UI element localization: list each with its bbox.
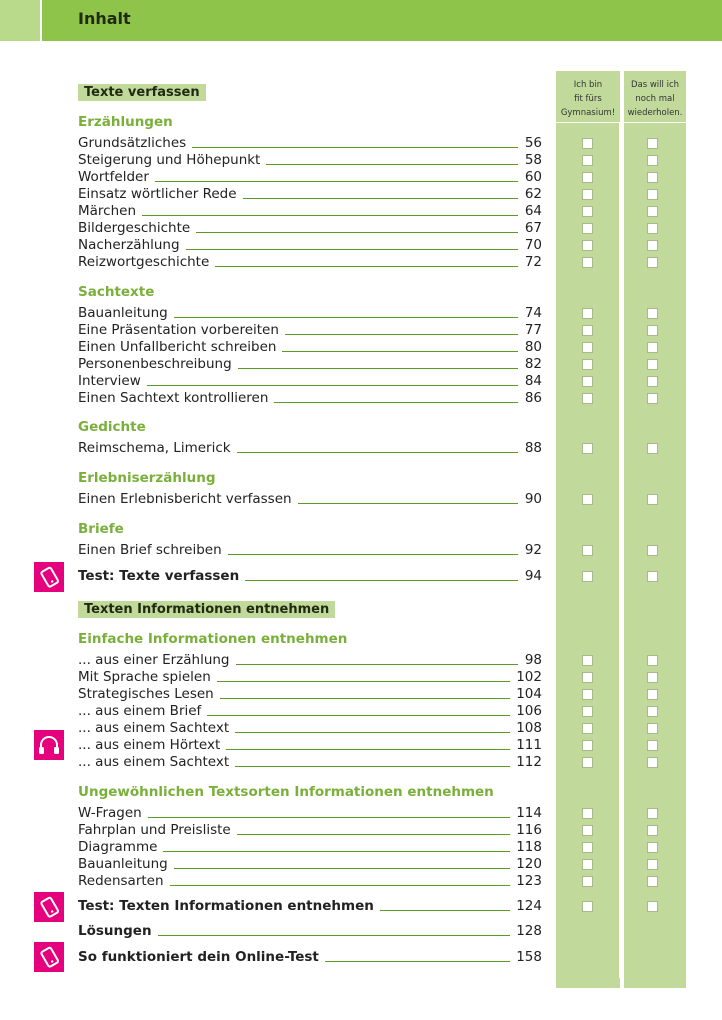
toc-entry-page: 114 [516,805,542,821]
toc-entry-page: 60 [524,169,542,185]
checkbox-repeat[interactable] [647,808,658,819]
checkbox-repeat[interactable] [647,571,658,582]
checkbox-fit[interactable] [582,876,593,887]
toc-entry-label: Reimschema, Limerick [78,440,231,456]
checkbox-fit[interactable] [582,223,593,234]
checkbox-repeat[interactable] [647,206,658,217]
checkbox-repeat[interactable] [647,825,658,836]
toc-leader-line [235,766,510,767]
section-texten-informationen: Texten Informationen entnehmen [78,601,335,618]
toc-leader-line [158,935,511,936]
toc-entry-page: 90 [524,491,542,507]
toc-entry [78,203,542,220]
heading-gedichte: Gedichte [78,419,146,435]
toc-leader-line [238,368,518,369]
toc-entry-label: Einen Erlebnisbericht verfassen [78,491,292,507]
toc-entry-page: 123 [516,873,542,889]
toc-entry [78,186,542,203]
checkbox-fit[interactable] [582,545,593,556]
toc-entry-label: ... aus einem Sachtext [78,720,230,736]
section-texte-verfassen: Texte verfassen [78,84,206,101]
checkbox-repeat[interactable] [647,672,658,683]
toc-leader-line [228,554,518,555]
toc-entry-page: 128 [516,923,542,939]
toc-entry-page: 158 [516,949,542,965]
checkbox-repeat[interactable] [647,689,658,700]
toc-entry-page: 74 [524,305,542,321]
checkbox-fit[interactable] [582,494,593,505]
toc-entry [78,669,542,686]
toc-leader-line [282,351,518,352]
toc-entry-label: Einen Unfallbericht schreiben [78,339,277,355]
toc-entry [78,822,542,839]
toc-leader-line [220,698,510,699]
toc-leader-line [163,851,510,852]
toc-entry-label: Eine Präsentation vorbereiten [78,322,279,338]
toc-entry [78,542,542,559]
toc-entry-label: Bauanleitung [78,856,168,872]
checkbox-fit[interactable] [582,359,593,370]
toc-leader-line [266,164,518,165]
toc-entry-label: Interview [78,373,141,389]
toc-leader-line [274,402,518,403]
checkbox-repeat[interactable] [647,545,658,556]
checkbox-repeat[interactable] [647,240,658,251]
toc-leader-line [147,385,518,386]
checkbox-fit[interactable] [582,376,593,387]
toc-entry-page: 116 [516,822,542,838]
toc-leader-line [226,749,510,750]
toc-entry-label: Einen Sachtext kontrollieren [78,390,269,406]
toc-entry [78,856,542,873]
toc-entry-label: ... aus einem Sachtext [78,754,230,770]
toc-entry [78,686,542,703]
heading-erlebniserzaehlung: Erlebniserzählung [78,470,216,486]
test-device-icon [34,942,64,972]
checkbox-repeat[interactable] [647,706,658,717]
toc-entry-page: 82 [524,356,542,372]
toc-entry [78,237,542,254]
test-device-icon [34,892,64,922]
checkbox-fit[interactable] [582,172,593,183]
heading-erzaehlungen: Erzählungen [78,114,173,130]
toc-entry-page: 94 [524,568,542,584]
checkbox-fit[interactable] [582,189,593,200]
toc-entry-label: Märchen [78,203,137,219]
toc-entry-label: ... aus einem Hörtext [78,737,221,753]
toc-entry [78,339,542,356]
toc-entry [78,390,542,407]
checkbox-fit[interactable] [582,443,593,454]
checkbox-repeat[interactable] [647,342,658,353]
checkbox-repeat[interactable] [647,257,658,268]
checkbox-fit[interactable] [582,689,593,700]
toc-entry-page: 102 [516,669,542,685]
toc-entry [78,873,542,890]
heading-sachtexte: Sachtexte [78,284,155,300]
checkbox-repeat[interactable] [647,876,658,887]
checkbox-fit[interactable] [582,706,593,717]
checkbox-repeat[interactable] [647,655,658,666]
toc-entry [78,720,542,737]
toc-entry [78,652,542,669]
toc-leader-line [236,664,518,665]
toc-leader-line [148,817,511,818]
toc-entry [78,220,542,237]
checkbox-repeat[interactable] [647,172,658,183]
checkbox-repeat[interactable] [647,393,658,404]
toc-entry [78,169,542,186]
checkbox-repeat[interactable] [647,723,658,734]
toc-entry-label: Einsatz wörtlicher Rede [78,186,237,202]
toc-entry [78,491,542,508]
checkbox-fit[interactable] [582,859,593,870]
toc-entry [78,754,542,771]
toc-entry-label: Einen Brief schreiben [78,542,222,558]
checkbox-fit[interactable] [582,842,593,853]
checkbox-repeat[interactable] [647,189,658,200]
checkbox-repeat[interactable] [647,842,658,853]
checkbox-fit[interactable] [582,325,593,336]
toc-entry [78,322,542,339]
toc-entry-page: 120 [516,856,542,872]
toc-entry [78,923,542,940]
toc-entry-label: Lösungen [78,923,152,939]
toc-entry-label: Reizwortgeschichte [78,254,210,270]
toc-entry-label: Bildergeschichte [78,220,191,236]
headphones-icon [34,730,64,760]
toc-leader-line [196,232,518,233]
checkbox-fit[interactable] [582,257,593,268]
toc-entry-page: 62 [524,186,542,202]
column-header-fit: Ich bin fit fürs Gymnasium! [560,80,616,118]
checkbox-fit[interactable] [582,393,593,404]
column-header-divider [556,122,686,123]
toc-entry-label: Steigerung und Höhepunkt [78,152,261,168]
toc-entry-label: Redensarten [78,873,164,889]
toc-leader-line [155,181,518,182]
toc-entry-page: 58 [524,152,542,168]
toc-leader-line [174,317,518,318]
checkbox-fit[interactable] [582,138,593,149]
toc-entry-label: ... aus einer Erzählung [78,652,230,668]
checkbox-fit[interactable] [582,740,593,751]
toc-entry-label: Test: Texte verfassen [78,568,240,584]
checkbox-repeat[interactable] [647,901,658,912]
checkbox-repeat[interactable] [647,359,658,370]
toc-entry-label: W-Fragen [78,805,142,821]
checkbox-fit[interactable] [582,723,593,734]
checkbox-fit[interactable] [582,308,593,319]
toc-entry-page: 64 [524,203,542,219]
checkbox-repeat[interactable] [647,155,658,166]
checkbox-fit[interactable] [582,342,593,353]
toc-entry [78,898,542,915]
checkbox-fit[interactable] [582,757,593,768]
toc-entry-label: Diagramme [78,839,158,855]
checkbox-repeat[interactable] [647,757,658,768]
checkbox-repeat[interactable] [647,859,658,870]
toc-leader-line [174,868,511,869]
heading-ungewoehnliche-textsorten: Ungewöhnlichen Textsorten Informationen entnehmen [78,784,494,800]
column-header-repeat: Das will ich noch mal wiederholen. [627,80,683,118]
toc-leader-line [170,885,511,886]
toc-entry-page: 67 [524,220,542,236]
checkbox-repeat[interactable] [647,443,658,454]
toc-entry-page: 112 [516,754,542,770]
checkbox-fit[interactable] [582,825,593,836]
toc-entry-label: So funktioniert dein Online-Test [78,949,319,965]
toc-entry [78,440,542,457]
checkbox-fit[interactable] [582,571,593,582]
toc-entry [78,152,542,169]
toc-leader-line [215,266,518,267]
toc-leader-line [192,147,518,148]
toc-entry [78,949,542,966]
toc-leader-line [298,503,518,504]
toc-entry-label: ... aus einem Brief [78,703,202,719]
toc-leader-line [186,249,518,250]
toc-entry-page: 80 [524,339,542,355]
toc-entry-page: 124 [516,898,542,914]
toc-entry-page: 108 [516,720,542,736]
checkbox-fit[interactable] [582,155,593,166]
checkbox-repeat[interactable] [647,740,658,751]
toc-leader-line [380,910,510,911]
checkbox-fit[interactable] [582,808,593,819]
checkbox-repeat[interactable] [647,325,658,336]
toc-entry-page: 84 [524,373,542,389]
checkbox-repeat[interactable] [647,138,658,149]
toc-entry-page: 86 [524,390,542,406]
toc-entry [78,568,542,585]
toc-entry-page: 77 [524,322,542,338]
toc-entry-label: Fahrplan und Preisliste [78,822,231,838]
toc-entry-page: 106 [516,703,542,719]
toc-leader-line [237,834,511,835]
toc-entry-label: Nacherzählung [78,237,180,253]
toc-entry-label: Strategisches Lesen [78,686,214,702]
toc-entry-label: Bauanleitung [78,305,168,321]
toc-leader-line [243,198,518,199]
toc-entry-label: Personenbeschreibung [78,356,232,372]
toc-leader-line [325,961,510,962]
toc-entry [78,737,542,754]
toc-entry [78,703,542,720]
checkbox-fit[interactable] [582,655,593,666]
toc-entry-page: 70 [524,237,542,253]
toc-entry [78,839,542,856]
checkbox-repeat[interactable] [647,223,658,234]
toc-entry [78,135,542,152]
toc-entry-page: 111 [516,737,542,753]
page-title: Inhalt [78,9,131,28]
checkbox-repeat[interactable] [647,376,658,387]
toc-entry-label: Wortfelder [78,169,149,185]
toc-entry [78,356,542,373]
toc-entry [78,305,542,322]
toc-leader-line [235,732,510,733]
toc-entry [78,805,542,822]
toc-entry-label: Grundsätzliches [78,135,187,151]
checkbox-fit[interactable] [582,206,593,217]
toc-entry-page: 104 [516,686,542,702]
heading-briefe: Briefe [78,521,124,537]
test-device-icon [34,562,64,592]
column-divider [619,122,621,978]
toc-entry-page: 72 [524,254,542,270]
toc-entry-page: 56 [524,135,542,151]
header-divider [40,0,42,41]
header-tab [0,0,40,41]
toc-leader-line [207,715,510,716]
checkbox-fit[interactable] [582,240,593,251]
checkbox-fit[interactable] [582,672,593,683]
toc-leader-line [285,334,518,335]
checkbox-repeat[interactable] [647,308,658,319]
checkbox-fit[interactable] [582,901,593,912]
toc-leader-line [142,215,518,216]
toc-leader-line [237,452,518,453]
checkbox-repeat[interactable] [647,494,658,505]
toc-entry-label: Test: Texten Informationen entnehmen [78,898,374,914]
toc-entry [78,373,542,390]
toc-leader-line [217,681,510,682]
toc-entry-page: 92 [524,542,542,558]
toc-entry-page: 88 [524,440,542,456]
toc-entry-page: 98 [524,652,542,668]
toc-entry-page: 118 [516,839,542,855]
toc-leader-line [245,580,518,581]
toc-entry [78,254,542,271]
toc-entry-label: Mit Sprache spielen [78,669,211,685]
heading-einfache-informationen: Einfache Informationen entnehmen [78,631,348,647]
